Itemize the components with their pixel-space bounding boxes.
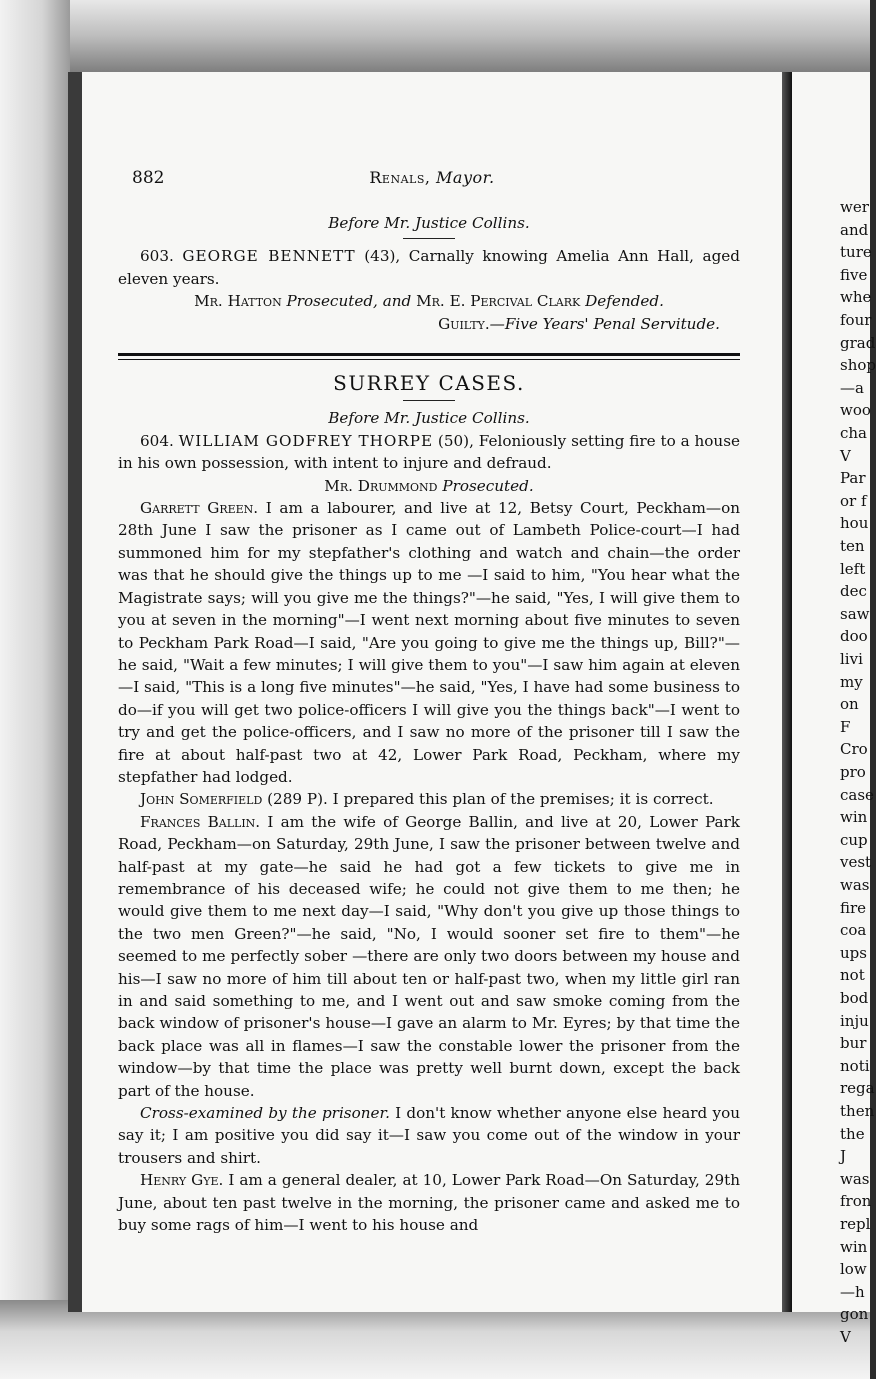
right-page-text-fragment: F <box>840 717 851 736</box>
case-603-defended: Defended. <box>585 292 664 311</box>
right-page-text-fragment: Par <box>840 469 866 488</box>
witness-name: Garrett Green. <box>140 499 259 518</box>
book-binding-edge <box>68 72 82 1312</box>
witness-name: John Somerfield <box>140 790 263 809</box>
right-page-text-fragment: my <box>840 672 863 691</box>
right-page-text-fragment: or f <box>840 491 867 510</box>
case-603-sentence: —Five Years' Penal Servitude. <box>489 314 720 333</box>
right-page-text-fragment: case <box>840 785 874 804</box>
testimony-paragraph <box>118 1169 740 1236</box>
book-gutter <box>782 72 792 1312</box>
page-content <box>118 212 740 1236</box>
right-page-text-fragment: —a <box>840 378 864 397</box>
case-603-heading <box>118 245 740 290</box>
right-page-text-fragment: four <box>840 311 872 329</box>
right-page-text-fragment: fron <box>840 1192 872 1211</box>
right-page-text-fragment: rega <box>840 1079 875 1098</box>
case-604-prosecuted: Prosecuted. <box>442 476 534 495</box>
right-page-text-fragment: cha <box>840 424 868 442</box>
right-page-text-fragment: ups <box>840 943 867 962</box>
testimony-text: I am the wife of George Ballin, and live at 20, Lower Park Road, Peckham—on Saturday, 29th June, I saw the prisoner between twelve and half-past at my gate—he said he had got a few tickets to give me in remembrance of his deceased wife; he could not give them to me then; he would give them to me next day—I said, "Why don't you give up those things to the two men Green?"—he said, "No, I would sooner set fire to them"—he seemed to me perfectly sober —there are only two doors between my house and his—I saw no more of him till about ten or half-past two, when my little girl ran in and said something to me, and I went out and saw smoke coming from the back window of prisoner's house—I gave an alarm to Mr. Eyres; by that time the back place was all in flames—I saw the constable lower the prisoner from the window—by that time the place was pretty well burnt down, except the back part of the house. <box>118 812 740 1100</box>
short-rule <box>403 238 455 239</box>
case-603-verdict: Guilty. <box>438 314 490 333</box>
right-page-text-fragment: Cro <box>840 740 868 759</box>
right-page-text-fragment: bod <box>840 989 869 1007</box>
short-rule <box>403 400 455 401</box>
section-divider <box>118 353 740 360</box>
case-603-prosecutor: Mr. Hatton <box>194 292 282 311</box>
case-604-judge: Before Mr. Justice Collins. <box>328 409 530 428</box>
case-603-defendant: GEORGE BENNETT <box>182 247 356 266</box>
right-page-text-fragment: low <box>840 1260 867 1279</box>
right-page-text-fragment: repl <box>840 1215 871 1233</box>
case-603-verdict-line <box>118 313 740 335</box>
right-page-text-fragment: was <box>840 876 870 894</box>
right-page-fragment <box>792 72 876 1346</box>
right-page-text-fragment: win <box>840 1237 868 1256</box>
scan-background-left <box>0 0 70 1379</box>
right-page-text-fragment: bur <box>840 1034 867 1053</box>
right-page-text-fragment: livi <box>840 650 863 668</box>
right-page-text-fragment: hou <box>840 514 869 533</box>
testimony-paragraph <box>118 811 740 1102</box>
right-page-text-fragment: fire <box>840 898 867 917</box>
right-page-text-fragment: and <box>840 220 869 239</box>
running-head-name: Renals, <box>369 168 431 187</box>
right-page-text-fragment: ten <box>840 537 865 555</box>
right-page-text-fragment: cup <box>840 830 868 849</box>
right-page-text-fragment: gon <box>840 1305 869 1324</box>
right-page-text-fragment: then <box>840 1102 875 1120</box>
testimony-paragraph <box>118 788 740 810</box>
page-header <box>132 168 732 188</box>
case-603-defender: Mr. E. Percival Clark <box>416 292 581 311</box>
right-page-text-fragment: ture <box>840 243 872 262</box>
right-page-text-fragment: was <box>840 1169 870 1188</box>
right-page-text-fragment: not <box>840 966 865 985</box>
right-page-text-fragment: coa <box>840 921 867 940</box>
right-page-text-fragment: vest <box>840 853 872 872</box>
cross-examination-label: Cross-examined by the prisoner. <box>140 1104 390 1123</box>
witness-name: Frances Ballin. <box>140 812 261 831</box>
testimony-text: I am a labourer, and live at 12, Betsy Court, Peckham—on 28th June I saw the prisoner as I came out of Lambeth Police-court—I had summoned him for my stepfather's clothing and watch and chain—the order was that he should give the things up to me —I said to him, "You hear what the Magistrate says; will you give me the things?"—he said, "Yes, I will give them to you at seven in the morning"—I went next morning about five minutes to seven to Peckham Park Road—I said, "Are you going to give me the things up, Bill?"— he said, "Wait a few minutes; I will give them to you"—I saw him again at eleven—I said, "This is a long five minutes"—he said, "Yes, I have had some business to do—if you will get two police-officers I will give you the things back"—I went to try and get the police-officers, and I saw no more of the prisoner till I saw the fire at about half-past two at 42, Lower Park Road, Peckham, where my stepfather had lodged. <box>118 499 740 786</box>
right-page-text-fragment: noti <box>840 1056 870 1075</box>
right-page-text-fragment: win <box>840 808 868 827</box>
case-604-counsel <box>118 475 740 497</box>
right-page-text-fragment: five <box>840 265 868 284</box>
witness-number: (289 P). <box>262 790 328 809</box>
case-603-counsel <box>118 290 740 312</box>
right-page-text-fragment: wer <box>840 198 869 216</box>
section-title: SURREY CASES. <box>333 371 525 396</box>
right-page-text-fragment: shop <box>840 356 876 375</box>
case-604-charge: (50), Feloniously setting fire to a house in his own possession, with intent to injure and defraud. <box>118 431 740 473</box>
page-number: 882 <box>132 168 165 188</box>
case-604-heading <box>118 430 740 475</box>
right-page-text-fragment: saw <box>840 604 870 623</box>
right-page-text-fragment: grad <box>840 333 876 352</box>
testimony-paragraph <box>118 497 740 788</box>
right-page-text-fragment: inju <box>840 1011 869 1030</box>
right-page-text-fragment: on <box>840 695 859 714</box>
right-page-text-fragment: pro <box>840 763 866 781</box>
case-603-number: 603. <box>140 247 174 266</box>
testimony-text: I am a general dealer, at 10, Lower Park Road—On Saturday, 29th June, about ten past twelve in the morning, the prisoner came and asked me to buy some rags of him—I went to his house and <box>118 1171 741 1235</box>
right-page-text-fragment: left <box>840 559 866 578</box>
case-603-judge: Before Mr. Justice Collins. <box>328 214 530 232</box>
running-head <box>132 168 732 187</box>
case-604-number: 604. <box>140 431 174 450</box>
right-page-text-fragment: V <box>840 1328 851 1346</box>
testimony-text: I don't know whether anyone else heard you say it; I am positive you did say it—I saw you come out of the window in your trousers and shirt. <box>118 1104 740 1167</box>
right-page-text-fragment: J <box>840 1147 847 1166</box>
case-604-defendant: WILLIAM GODFREY THORPE <box>178 431 434 450</box>
right-page-text-fragment: doo <box>840 627 868 646</box>
case-603-prosecuted-and: Prosecuted, and <box>286 292 412 311</box>
right-page-text-fragment: V <box>840 446 851 465</box>
witness-name: Henry Gye. <box>140 1171 224 1190</box>
case-604-prosecutor: Mr. Drummond <box>324 476 438 495</box>
right-page-text-fragment: woo <box>840 401 871 420</box>
testimony-text: I prepared this plan of the premises; it is correct. <box>327 790 714 809</box>
cross-examination-paragraph <box>118 1102 740 1169</box>
right-page-text-fragment: whe <box>840 288 872 307</box>
right-page-text-fragment: dec <box>840 582 867 601</box>
right-page-text-fragment: the <box>840 1124 865 1143</box>
right-page-text-fragment: —h <box>840 1282 865 1301</box>
running-head-title: Mayor. <box>436 168 495 187</box>
case-603-charge: (43), Carnally knowing Amelia Ann Hall, aged eleven years. <box>118 247 741 288</box>
